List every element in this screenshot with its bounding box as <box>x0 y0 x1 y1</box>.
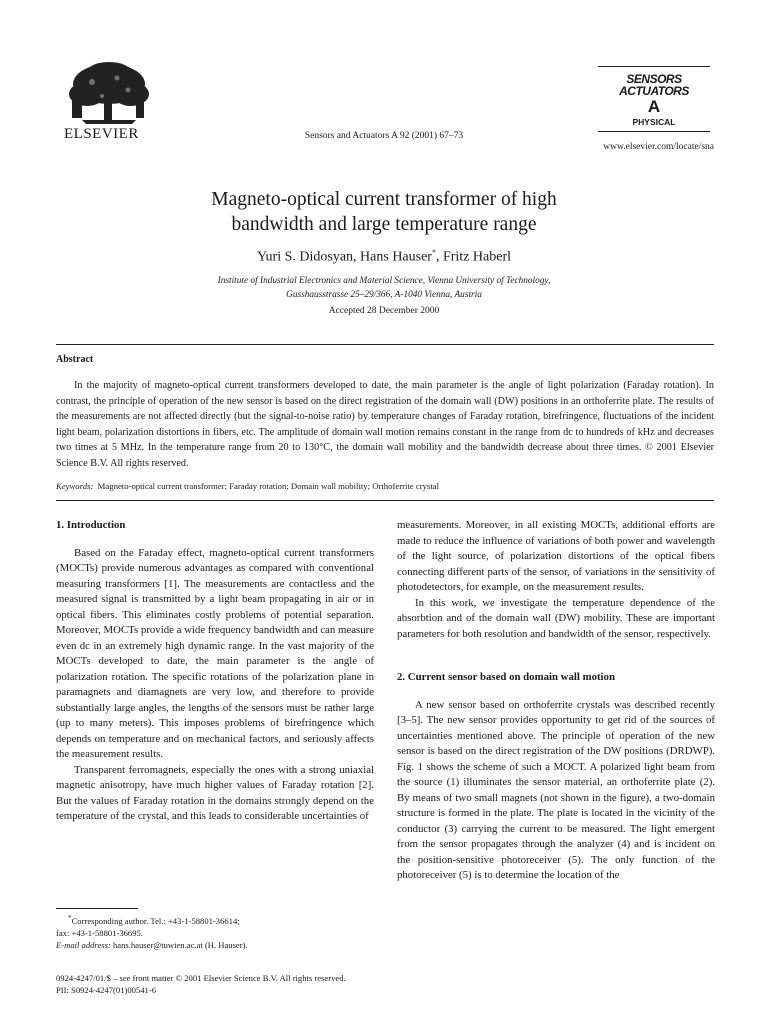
right-column <box>397 518 715 884</box>
affiliation <box>0 274 768 302</box>
author-list <box>0 248 768 266</box>
journal-logo <box>598 66 710 132</box>
keywords <box>56 481 714 491</box>
keywords-label: Keywords: <box>56 481 94 491</box>
abstract-rule-bottom <box>56 500 714 501</box>
journal-logo-word: ACTUATORS <box>619 84 689 98</box>
journal-logo-subtitle: PHYSICAL <box>632 117 676 127</box>
accepted-date: Accepted 28 December 2000 <box>328 306 440 316</box>
affiliation-line-1: Institute of Industrial Electronics and Material Science, Vienna University of Technology, <box>217 276 551 286</box>
authors-part-b: , Fritz Haberl <box>435 249 511 265</box>
footnotes <box>56 912 374 951</box>
affiliation-line-2: Gusshausstrasse 25–29/366, A-1040 Vienna, Austria <box>286 290 482 300</box>
logo-rule-top <box>598 66 710 67</box>
footnote-rule <box>56 908 138 909</box>
journal-url[interactable]: www.elsevier.com/locate/sna <box>603 142 714 152</box>
footnote-line-2: fax: +43-1-58801-36695. <box>56 927 143 938</box>
email-address[interactable]: hans.hauser@tuwien.ac.at (H. Hauser). <box>110 939 248 950</box>
title-line-2: bandwidth and large temperature range <box>231 214 537 235</box>
authors-part-a: Yuri S. Didosyan, Hans Hauser <box>256 249 432 265</box>
paragraph: In this work, we investigate the temperature dependence of the absorbtion and of the domain wall (DW) mobility. These are important parameters for both resolution and bandwidth of the sensor, respectively. <box>397 596 715 640</box>
journal-logo-section: A <box>647 97 661 116</box>
footnote-contact <box>56 912 374 927</box>
copyright-info <box>56 972 346 996</box>
abstract-rule-top <box>56 344 714 345</box>
journal-reference: Sensors and Actuators A 92 (2001) 67–73 <box>304 131 464 141</box>
section-heading-current-sensor: 2. Current sensor based on domain wall motion <box>397 671 615 683</box>
email-label: E-mail address: <box>56 939 111 950</box>
section-heading-introduction: 1. Introduction <box>56 519 126 531</box>
abstract-heading: Abstract <box>56 354 94 365</box>
left-column <box>56 518 374 825</box>
paragraph: A new sensor based on orthoferrite crystals was described recently [3–5]. The new sensor provides opportunity to get rid of the sources of uncertainties mentioned above. The principle of operation of the new sensor is based on the direct registration of the DW positions (DRDWP). Fig. 1 shows the scheme of such a MOCT. A polarized light beam from the source (1) illuminates the sensor material, an orthoferrite plate (2). By means of two small magnets (not shown in the figure), a two-domain structure is formed in the plate. The plate is located in the vicinity of the conductor (3) carrying the current to be measured. The light emergent from the sensor propagates through the analyzer (4) and is incident on the position-sensitive photoreceiver (5). The only function of the photoreceiver (5) is to determine the location of the <box>397 698 715 881</box>
footnote-email <box>56 939 374 951</box>
logo-rule-bottom <box>598 131 710 132</box>
title-line-1: Magneto-optical current transformer of high <box>211 189 557 210</box>
paragraph: Based on the Faraday effect, magneto-optical current transformers (MOCTs) provide numerous advantages as compared with conventional measuring transformers [1]. The measurements are contactless and the measured signal is transmitted by a light beam propagating in air or in optical fibers. This eliminates costly problems of potential separation. Moreover, MOCTs provide a wide frequency bandwidth and can measure even dc in an extremely high dynamic range. In the vast majority of the MOCTs developed to date, the main parameter is the angle of polarization rotation. The specific rotations of the polarization plane in paramagnets and diamagnets are very low, and therefore to provide substantially large angles, the lengths of the sensors must be rather large (up to many meters). This imposes problems of birefringence which depends on temperature and on mechanical factors, and seriously affects the measurement results. <box>56 546 374 760</box>
journal-logo-word: SENSORS <box>626 72 682 86</box>
paper-title <box>0 187 768 237</box>
copyright-line: 0924-4247/01/$ – see front matter © 2001 Elsevier Science B.V. All rights reserved. <box>56 973 346 983</box>
publisher-name: ELSEVIER <box>64 126 139 142</box>
paragraph: Transparent ferromagnets, especially the ones with a strong uniaxial magnetic anisotropy, have much higher values of Faraday rotation [2]. But the values of Faraday rotation in the domains strongly depend on the temperature of the crystal, and this leads to considerable uncertainties of <box>56 763 374 822</box>
footnote-line-1: Corresponding author. Tel.: +43-1-58801-36614; <box>71 915 240 926</box>
keywords-list: Magneto-optical current transformer; Faraday rotation; Domain wall mobility; Orthoferrite crystal <box>97 481 440 491</box>
corresponding-mark[interactable]: * <box>431 248 436 257</box>
pii-line: PII: S0924-4247(01)00541-6 <box>56 985 157 995</box>
paragraph: measurements. Moreover, in all existing MOCTs, additional efforts are made to reduce the influence of variations of both power and wavelength of the light source, of polarization distortions of the optical fibers connecting different parts of the sensor, of variations in the sensitivity of photodetectors, for example, on the measurement results. <box>397 519 715 593</box>
footnote-mark: * <box>68 914 72 922</box>
abstract-text: In the majority of magneto-optical current transformers developed to date, the main parameter is the angle of light polarization (Faraday rotation). In contrast, the principle of operation of the new sensor is based on the direct registration of the domain wall (DW) positions in an orthoferrite plate. The results of the measurements are not affected directly (but the signal-to-noise ratio) by temperature changes of Faraday rotation, birefringence, fluctuations of the incident light beam, polarization distortions in fibers, etc. The amplitude of domain wall motion remains constant in the range from dc to hundreds of kHz and decreases two times at 5 MHz. In the temperature range from 20 to 130°C, the domain wall mobility and the bandwidth decrease about three times. © 2001 Elsevier Science B.V. All rights reserved. <box>56 380 714 469</box>
